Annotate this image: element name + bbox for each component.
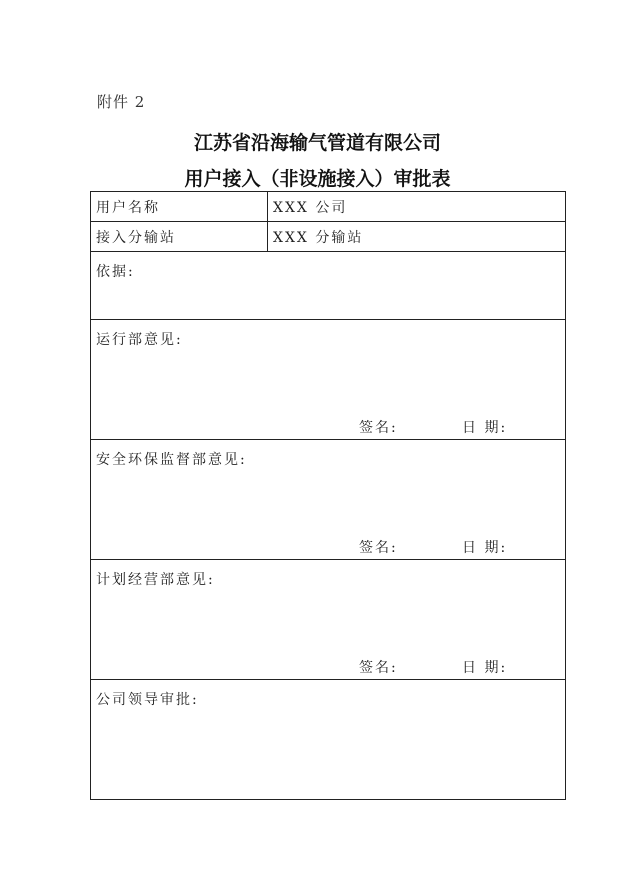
operations-opinion-row xyxy=(91,320,566,440)
form-title: 用户接入（非设施接入）审批表 xyxy=(184,168,451,190)
attachment-label: 附件 2 xyxy=(97,93,146,111)
planning-opinion-heading: 计划经营部意见: xyxy=(96,572,215,588)
leader-approval-heading: 公司领导审批: xyxy=(96,692,199,708)
planning-sign-label: 签名: xyxy=(359,660,398,676)
station-field[interactable]: XXX 分输站 xyxy=(268,222,566,252)
operations-sign-label: 签名: xyxy=(359,420,398,436)
approval-form-table xyxy=(90,191,566,800)
user-name-row xyxy=(91,192,566,222)
safety-opinion-field[interactable] xyxy=(91,440,566,560)
leader-approval-field[interactable] xyxy=(91,680,566,800)
safety-opinion-row xyxy=(91,440,566,560)
company-title: 江苏省沿海输气管道有限公司 xyxy=(193,132,441,154)
safety-date-label: 日 期: xyxy=(462,540,508,556)
station-label: 接入分输站 xyxy=(91,222,268,252)
basis-row xyxy=(91,252,566,320)
user-name-field[interactable]: XXX 公司 xyxy=(268,192,566,222)
operations-opinion-heading: 运行部意见: xyxy=(96,332,183,348)
planning-date-label: 日 期: xyxy=(462,660,508,676)
station-row xyxy=(91,222,566,252)
planning-opinion-row xyxy=(91,560,566,680)
safety-sign-label: 签名: xyxy=(359,540,398,556)
operations-date-label: 日 期: xyxy=(462,420,508,436)
leader-approval-row xyxy=(91,680,566,800)
basis-heading: 依据: xyxy=(96,264,135,280)
user-name-label: 用户名称 xyxy=(91,192,268,222)
basis-field[interactable] xyxy=(91,252,566,320)
safety-opinion-heading: 安全环保监督部意见: xyxy=(96,452,247,468)
planning-opinion-field[interactable] xyxy=(91,560,566,680)
operations-opinion-field[interactable] xyxy=(91,320,566,440)
